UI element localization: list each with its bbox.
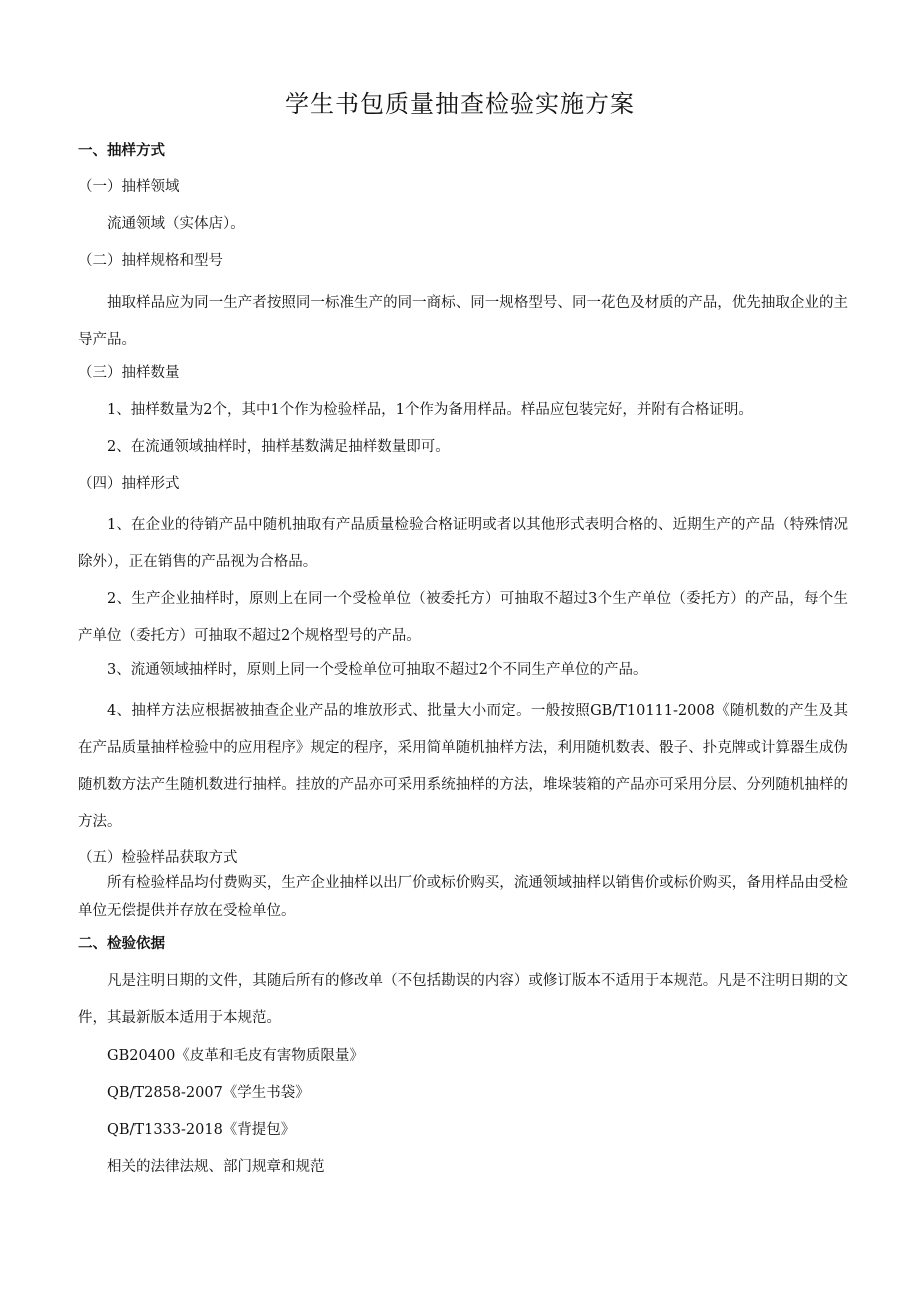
subsection-1-4-heading: （四）抽样形式: [78, 476, 180, 492]
section-2-heading: 二、检验依据: [78, 936, 165, 952]
reference-item: QB/T2858-2007《学生书袋》: [107, 1085, 310, 1101]
subsection-1-4-p4: 4、抽样方法应根据被抽查企业产品的堆放形式、批量大小而定。一般按照GB/T10111-2008《随机数的产生及其在产品质量抽样检验中的应用程序》规定的程序，采用简单随机抽样方法，利用随机数表、骰子、扑克牌或计算器生成伪随机数方法产生随机数进行抽样。挂放的产品亦可采用系统抽样的方法，堆垛装箱的产品亦可采用分层、分列随机抽样的方法。: [78, 703, 848, 830]
subsection-1-2-text: 抽取样品应为同一生产者按照同一标准生产的同一商标、同一规格型号、同一花色及材质的产品，优先抽取企业的主导产品。: [78, 295, 848, 348]
subsection-1-5-heading: （五）检验样品获取方式: [78, 850, 238, 866]
subsection-1-3-p1: 1、抽样数量为2个，其中1个作为检验样品，1个作为备用样品。样品应包装完好，并附有合格证明。: [107, 402, 753, 418]
subsection-1-2-heading: （二）抽样规格和型号: [78, 253, 223, 269]
subsection-1-4-p1: 1、在企业的待销产品中随机抽取有产品质量检验合格证明或者以其他形式表明合格的、近期生产的产品（特殊情况除外），正在销售的产品视为合格品。: [78, 517, 848, 570]
reference-item: QB/T1333-2018《背提包》: [107, 1122, 296, 1138]
subsection-1-5-text: 所有检验样品均付费购买，生产企业抽样以出厂价或标价购买，流通领域抽样以销售价或标价购买，备用样品由受检单位无偿提供并存放在受检单位。: [78, 875, 848, 919]
subsection-1-3-p2: 2、在流通领域抽样时，抽样基数满足抽样数量即可。: [107, 439, 450, 455]
subsection-1-3-heading: （三）抽样数量: [78, 365, 180, 381]
section-2-intro: 凡是注明日期的文件，其随后所有的修改单（不包括勘误的内容）或修订版本不适用于本规范。凡是不注明日期的文件，其最新版本适用于本规范。: [78, 973, 848, 1026]
subsection-1-1-text: 流通领域（实体店）。: [107, 216, 245, 232]
subsection-1-4-p2: 2、生产企业抽样时，原则上在同一个受检单位（被委托方）可抽取不超过3个生产单位（委托方）的产品，每个生产单位（委托方）可抽取不超过2个规格型号的产品。: [78, 591, 848, 644]
subsection-1-4-p3: 3、流通领域抽样时，原则上同一个受检单位可抽取不超过2个不同生产单位的产品。: [107, 662, 648, 678]
subsection-1-1-heading: （一）抽样领域: [78, 179, 180, 195]
reference-item: 相关的法律法规、部门规章和规范: [107, 1159, 325, 1175]
reference-item: GB20400《皮革和毛皮有害物质限量》: [107, 1048, 364, 1064]
section-1-heading: 一、抽样方式: [78, 143, 165, 159]
document-title: 学生书包质量抽查检验实施方案: [285, 90, 635, 118]
